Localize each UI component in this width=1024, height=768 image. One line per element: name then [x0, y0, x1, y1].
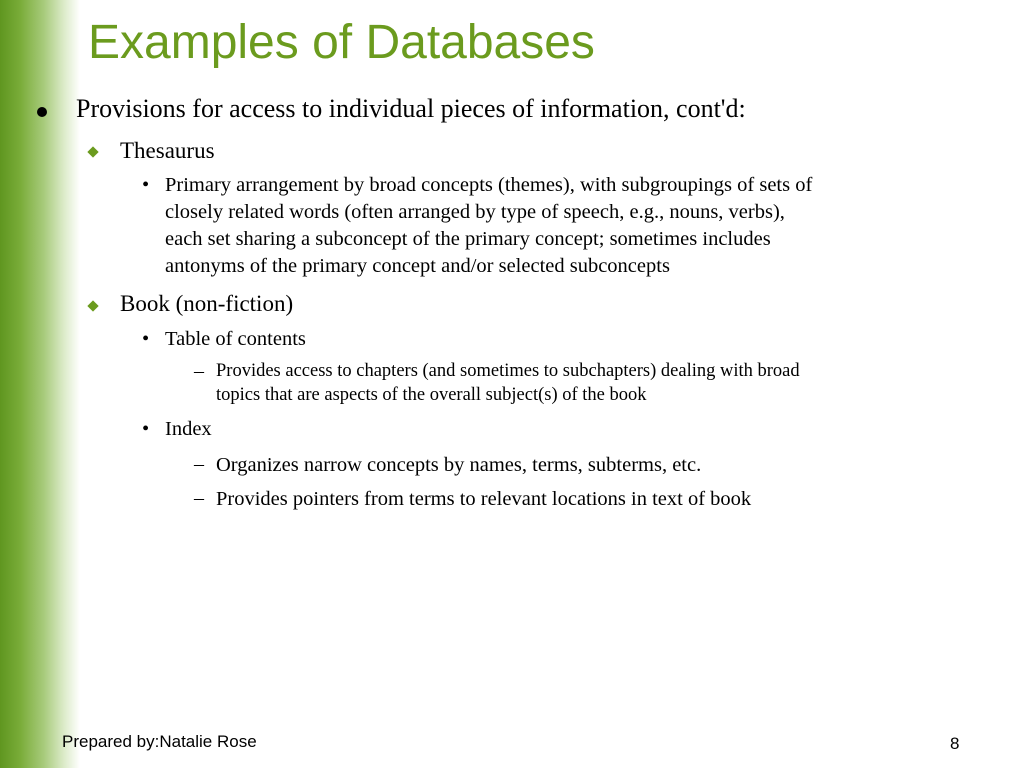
thesaurus-heading: Thesaurus: [120, 138, 215, 163]
toc-description-line: topics that are aspects of the overall subject(s) of the book: [216, 385, 647, 405]
toc-description-line: Provides access to chapters (and sometimes to subchapters) dealing with broad: [216, 361, 800, 381]
bullet-icon: •: [142, 328, 150, 350]
footer-author: Prepared by:Natalie Rose: [62, 732, 257, 751]
slide-title: Examples of Databases: [88, 16, 595, 69]
diamond-bullet-icon: [87, 146, 98, 157]
thesaurus-description-line: Primary arrangement by broad concepts (themes), with subgroupings of sets of: [165, 174, 813, 196]
thesaurus-description-line: closely related words (often arranged by type of speech, e.g., nouns, verbs),: [165, 201, 785, 223]
bullet-icon: •: [142, 418, 150, 440]
diamond-bullet-icon: [87, 300, 98, 311]
dash-bullet-icon: –: [194, 487, 204, 509]
book-heading: Book (non-fiction): [120, 291, 294, 316]
index-item: Provides pointers from terms to relevant locations in text of book: [216, 488, 752, 510]
index-label: Index: [165, 418, 212, 440]
thesaurus-description-line: each set sharing a subconcept of the primary concept; sometimes includes: [165, 228, 771, 250]
toc-label: Table of contents: [165, 328, 306, 350]
bullet-dot-icon: [37, 107, 47, 117]
slide-number: 8: [950, 734, 960, 753]
level1-text: Provisions for access to individual pieces of information, cont'd:: [76, 94, 746, 123]
dash-bullet-icon: –: [194, 360, 204, 382]
thesaurus-description-line: antonyms of the primary concept and/or selected subconcepts: [165, 255, 670, 277]
dash-bullet-icon: –: [194, 453, 204, 475]
bullet-icon: •: [142, 174, 150, 196]
index-item: Organizes narrow concepts by names, terms, subterms, etc.: [216, 454, 702, 476]
